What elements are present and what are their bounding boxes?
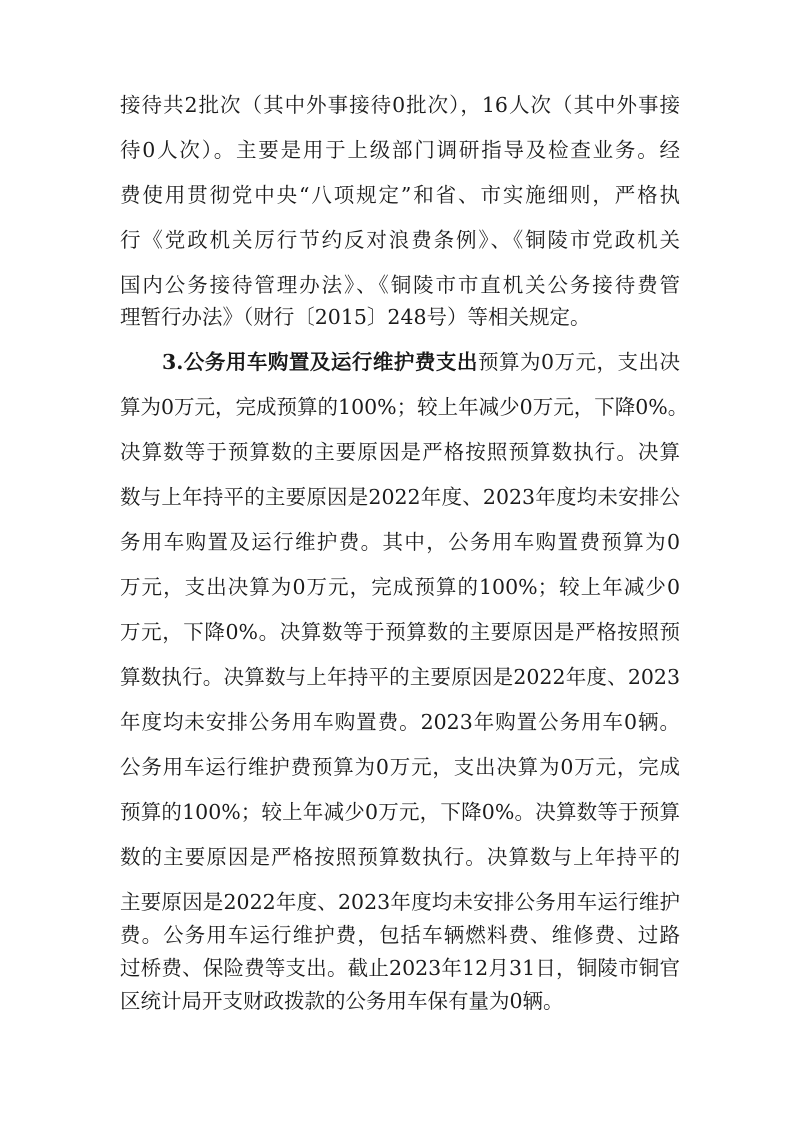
text-line: 务用车购置及运行维护费。其中，公务用车购置费预算为0	[120, 530, 680, 554]
section-3-heading: 3.公务用车购置及运行维护费支出	[162, 350, 478, 374]
section-3-heading-rest: 预算为0万元，支出决	[477, 350, 680, 374]
text-line: 数与上年持平的主要原因是2022年度、2023年度均未安排公	[120, 485, 680, 509]
text-line: 算数执行。决算数与上年持平的主要原因是2022年度、2023	[120, 665, 680, 689]
text-line: 公务用车运行维护费预算为0万元，支出决算为0万元，完成	[120, 755, 680, 779]
text-line: 费。公务用车运行维护费，包括车辆燃料费、维修费、过路	[120, 923, 680, 947]
text-line: 接待共2批次（其中外事接待0批次），16人次（其中外事接	[120, 93, 680, 117]
text-line: 理暂行办法》（财行〔2015〕248号）等相关规定。	[120, 305, 591, 329]
text-line: 年度均未安排公务用车购置费。2023年购置公务用车0辆。	[120, 710, 680, 734]
text-line: 主要原因是2022年度、2023年度均未安排公务用车运行维护	[120, 890, 680, 914]
text-line: 行《党政机关厉行节约反对浪费条例》、《铜陵市党政机关	[120, 228, 680, 252]
text-line: 过桥费、保险费等支出。截止2023年12月31日，铜陵市铜官	[120, 956, 680, 980]
text-line: 预算的100%；较上年减少0万元，下降0%。决算数等于预算	[120, 800, 680, 824]
text-line: 算为0万元，完成预算的100%；较上年减少0万元，下降0%。	[120, 395, 689, 419]
text-line: 费使用贯彻党中央“八项规定”和省、市实施细则，严格执	[120, 183, 680, 207]
text-line: 国内公务接待管理办法》、《铜陵市市直机关公务接待费管	[120, 273, 680, 297]
text-line: 数的主要原因是严格按照预算数执行。决算数与上年持平的	[120, 845, 680, 869]
section-3-first-line	[162, 345, 680, 379]
text-line: 待0人次）。主要是用于上级部门调研指导及检查业务。经	[120, 138, 680, 162]
text-line: 区统计局开支财政拨款的公务用车保有量为0辆。	[120, 989, 564, 1013]
text-line: 万元，支出决算为0万元，完成预算的100%；较上年减少0	[120, 575, 680, 599]
text-line: 决算数等于预算数的主要原因是严格按照预算数执行。决算	[120, 440, 680, 464]
text-line: 万元，下降0%。决算数等于预算数的主要原因是严格按照预	[120, 620, 680, 644]
